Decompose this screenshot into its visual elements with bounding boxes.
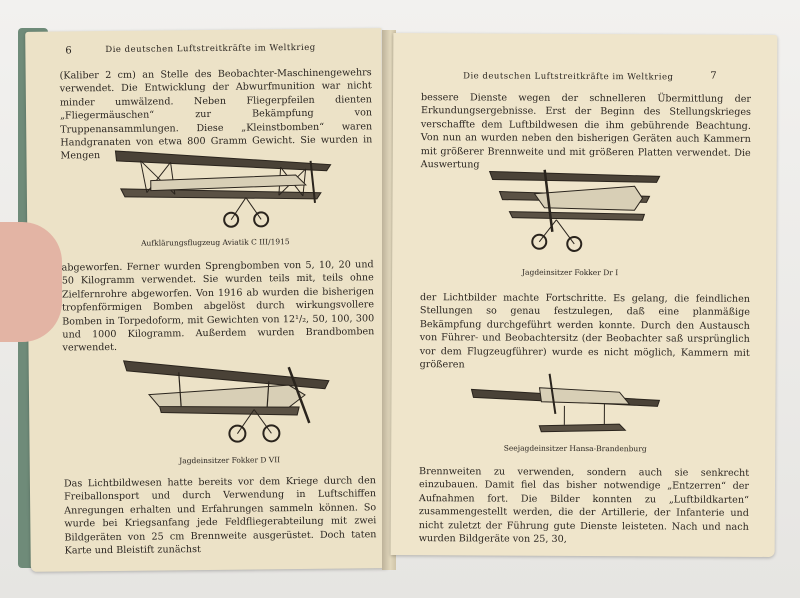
right-paragraph-2: der Lichtbilder machte Fortschritte. Es gelang, die feindlichen Stellungen so genau festzulegen, daß eine planmäßige Bekämpfung durchgeführt werden konnte. Durch den Austausch von Führer- und Beobachtersitz (der Beobachter saß ursprünglich vor dem Flugzeugführer) wurde es nicht möglich, Kammern mit größeren (419, 292, 751, 371)
left-page-number: 6 (65, 45, 73, 57)
right-paragraph-3: Brennweiten zu verwenden, sondern auch sie senkrecht einzubauen. Damit fiel das bisher notwendige „Entzerren“ der Aufnahmen fort. Die Bilder konnten zu „Luftbildkarten“ zusammengestellt werden, die der Artillerie, der Infanterie und nicht zuletzt der Führung gute Dienste leisteten. Nach und nach wurden Bildgeräte von 25, 30, (418, 466, 750, 545)
aviatik-biplane-illustration (110, 141, 341, 233)
right-page (391, 33, 778, 557)
right-caption-2: Seejagdeinsitzer Hansa-Brandenburg (503, 443, 647, 454)
left-running-title: Die deutschen Luftstreitkräfte im Weltkrieg (105, 42, 316, 56)
left-caption-2: Jagdeinsitzer Fokker D VII (179, 455, 281, 466)
fokker-dri-triplane-illustration (484, 161, 664, 257)
left-paragraph-1: (Kaliber 2 cm) an Stelle des Beobachter-Maschinengewehrs verwendet. Die Entwicklung der Abwurfmunition war nicht minder umwälzend. Neben Fliegerpfeilen dienten „Fliegermäuschen“ zur Bekämpfung von Truppenansammlungen. Diese „Kleinstbomben“ waren Handgranaten von etwa 800 Gramm Gewicht. Sie wurden in Mengen (59, 67, 373, 162)
left-paragraph-2: abgeworfen. Ferner wurden Sprengbomben von 5, 10, 20 und 50 Kilogramm verwendet. Sie wurden teils mit, teils ohne Zielfernrohre abgeworfen. Von 1916 ab wurden die bisherigen tropfenförmigen Bomben abgelöst durch wirkungsvollere Bomben in Torpedoform, mit Gewichten von 12¹/₂, 50, 100, 300 und 1000 Kilogramm. Außerdem wurden Brandbomben verwendet. (61, 259, 375, 354)
right-paragraph-1: bessere Dienste wegen der schnelleren Übermittlung der Erkundungsergebnisse. Erst der Beginn des Stellungskrieges verschaffte dem Luftbildwesen die ihm gebührende Beachtung. Von nun an wurden neben den bisherigen Geräten auch Kammern mit größerer Brennweite und mit größeren Platten verwendet. Die Auswertung (420, 92, 752, 171)
fokker-dvii-illustration (118, 345, 339, 447)
right-caption-1: Jagdeinsitzer Fokker Dr I (522, 267, 619, 278)
left-page (25, 28, 387, 572)
left-caption-1: Aufklärungsflugzeug Aviatik C III/1915 (141, 237, 290, 248)
thumb (0, 222, 62, 342)
hansa-brandenburg-seaplane-illustration (469, 369, 669, 440)
right-running-title: Die deutschen Luftstreitkräfte im Weltkrieg (463, 71, 674, 83)
right-page-number: 7 (710, 70, 718, 82)
left-paragraph-3: Das Lichtbildwesen hatte bereits vor dem Kriege durch den Freiballonsport und durch Verwendung in Luftschiffen Anregungen erhalten und Erfahrungen sammeln können. So wurde bei Kriegsanfang jede Feldfliegerabteilung mit zwei Bildgeräten von 25 cm Brennweite ausgerüstet. Doch taten Karte und Bleistift zunächst (63, 475, 377, 557)
